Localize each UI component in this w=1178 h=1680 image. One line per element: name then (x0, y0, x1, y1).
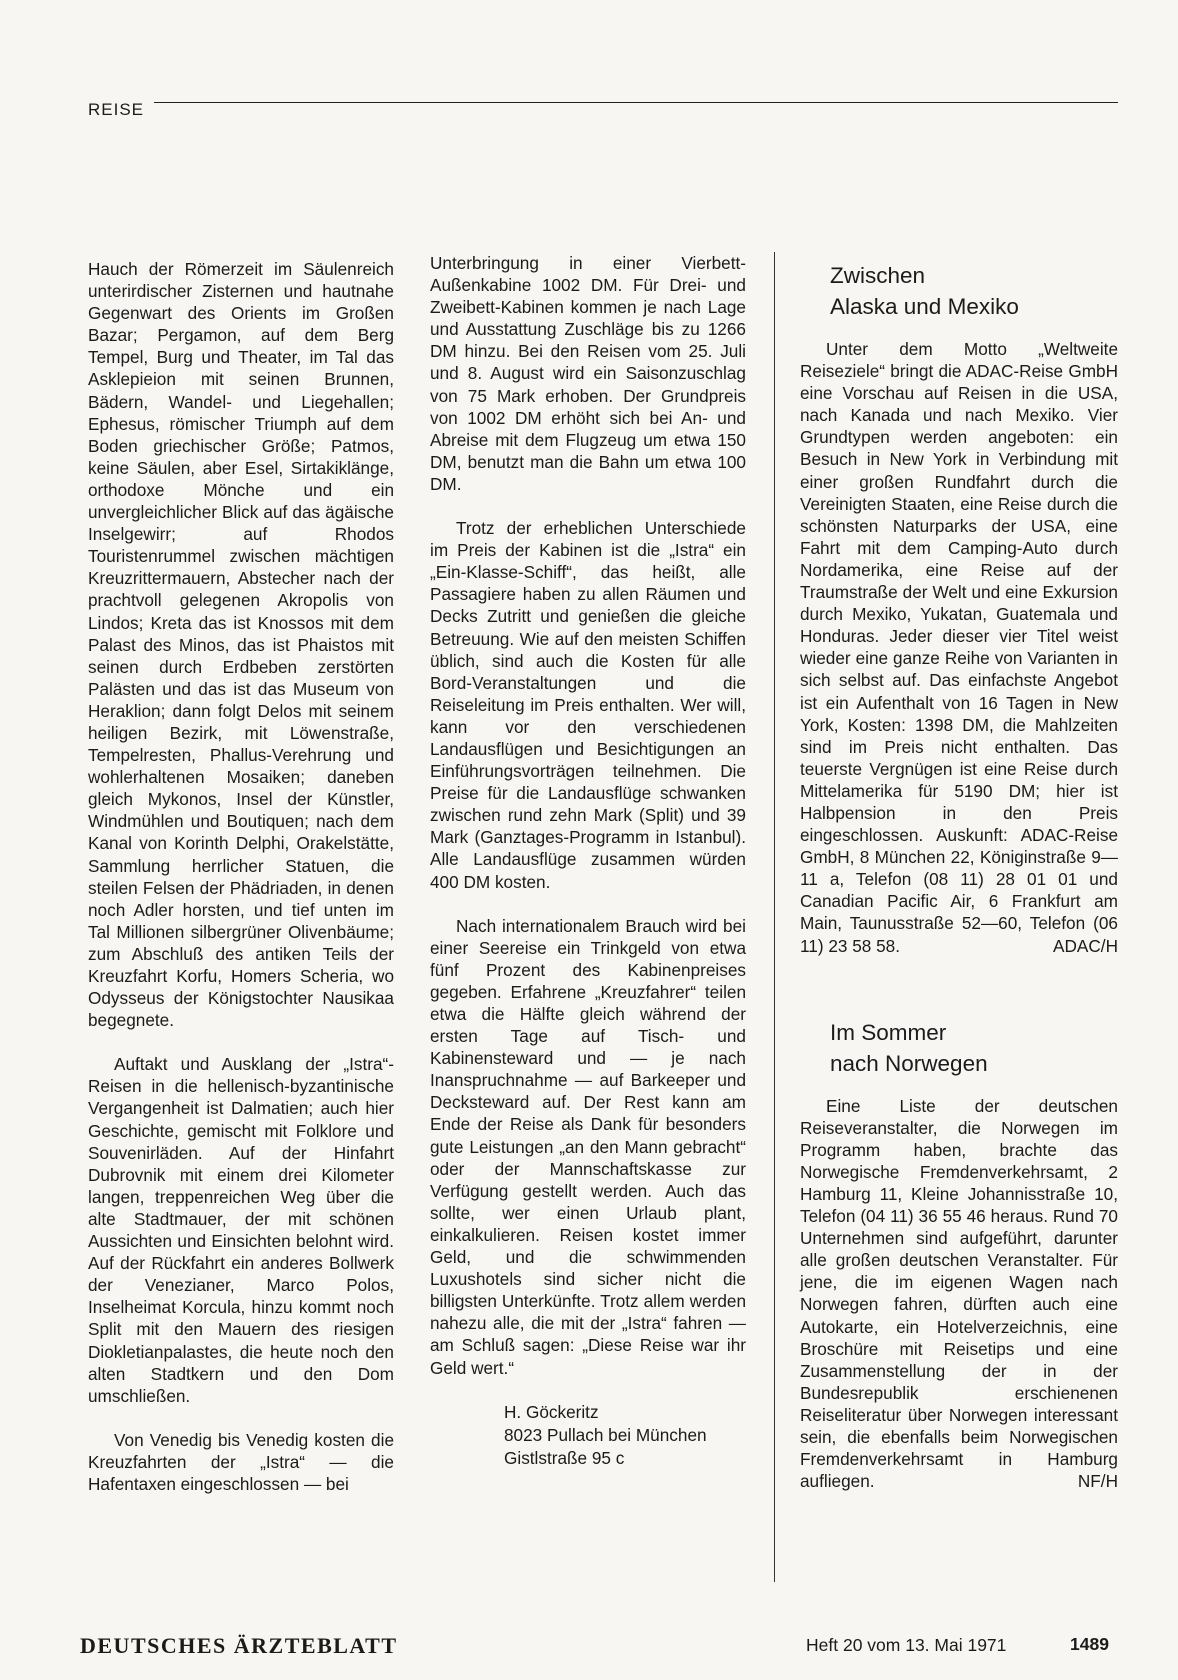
author-name: H. Göckeritz (504, 1401, 599, 1422)
column-1 (88, 258, 394, 1517)
article-tag: ADAC/H (1053, 935, 1118, 956)
article-tag: NF/H (1077, 1471, 1118, 1492)
article-heading-norwegen (830, 1017, 1118, 1079)
section-label: REISE (88, 100, 145, 119)
article-body-alaska (800, 338, 1118, 957)
heading-line: Zwischen (830, 263, 926, 288)
page-number: 1489 (1070, 1634, 1109, 1654)
paragraph: Von Venedig bis Venedig kosten die Kreuzfahrten der „Istra“ — die Hafentaxen eingeschlossen — bei (88, 1429, 394, 1494)
author-signature (504, 1401, 746, 1470)
header-rule (154, 102, 1118, 103)
author-city: 8023 Pullach bei München (504, 1424, 707, 1445)
paragraph: Nach internationalem Brauch wird bei einer Seereise ein Trinkgeld von etwa fünf Prozent des Kabinenpreises gegeben. Erfahrene „Kreuzfahrer“ teilen etwa die Hälfte gleich während der ersten Tage auf Tisch- und Kabinensteward und — je nach Inanspruchnahme — auf Barkeeper und Decksteward auf. Der Rest kann am Ende der Reise als Dank für besonders gute Leistungen „an den Mann gebracht“ oder der Mannschaftskasse zur Verfügung gestellt werden. Auch das sollte, wer einen Urlaub plant, einkalkulieren. Reisen kostet immer Geld, und die schwimmenden Luxushotels sind sicher nicht die billigsten Unterkünfte. Trotz allem werden nahezu alle, die mit der „Istra“ fahren — am Schluß sagen: „Diese Reise war ihr Geld wert.“ (430, 915, 746, 1378)
paragraph: Trotz der erheblichen Unterschiede im Preis der Kabinen ist die „Istra“ ein „Ein-Klasse-Schiff“, das heißt, alle Passagiere haben zu allen Räumen und Decks Zutritt und genießen die gleiche Betreuung. Wie auf den meisten Schiffen üblich, sind auch die Kosten für alle Bord-Veranstaltungen und die Reiseleitung im Preis enthalten. Wer will, kann vor den verschiedenen Landausflügen und Besichtigungen an Einführungsvorträgen teilnehmen. Die Preise für die Landausflüge schwanken zwischen rund zehn Mark (Split) und 39 Mark (Ganztages-Programm in Istanbul). Alle Landausflüge zusammen würden 400 DM kosten. (430, 518, 746, 892)
column-2 (430, 252, 746, 1470)
article-heading-alaska (830, 260, 1118, 322)
issue-info: Heft 20 vom 13. Mai 1971 (806, 1635, 1007, 1655)
article-text: Unter dem Motto „Weltweite Reiseziele“ bringt die ADAC-Reise GmbH eine Vorschau auf Reisen in die USA, nach Kanada und nach Mexiko. Vier Grundtypen werden angeboten: ein Besuch in New York in Verbindung mit einer großen Rundfahrt durch die Vereinigten Staaten, eine Reise durch die schönsten Naturparks der USA, eine Fahrt mit dem Camping-Auto durch Nordamerika, eine Reise auf der Traumstraße der Welt und eine Exkursion durch Mexiko, Yukatan, Guatemala und Honduras. Jeder dieser vier Titel weist wieder eine ganze Reihe von Varianten in sich selbst auf. Das einfachste Angebot ist ein Aufenthalt von 16 Tagen in New York, Kosten: 1398 DM, die Mahlzeiten sind im Preis nicht enthalten. Das teuerste Vergnügen ist eine Reise durch Mittelamerika für 5190 DM; hier ist Halbpension in den Preis eingeschlossen. Auskunft: ADAC-Reise GmbH, 8 München 22, Königinstraße 9—11 a, Telefon (08 11) 28 01 01 und Canadian Pacific Air, 6 Frankfurt am Main, Taunusstraße 52—60, Telefon (06 11) 23 58 58. (800, 339, 1118, 956)
heading-line: Im Sommer (830, 1019, 947, 1045)
column-3 (800, 252, 1118, 1514)
article-text: Eine Liste der deutschen Reiseveranstalter, die Norwegen im Programm haben, brachte das Norwegische Fremdenverkehrsamt, 2 Hamburg 11, Kleine Johannisstraße 10, Telefon (04 11) 36 55 46 heraus. Rund 70 Unternehmen sind aufgeführt, darunter alle großen deutschen Veranstalter. Für jene, die im eigenen Wagen nach Norwegen fahren, dürften auch eine Autokarte, ein Hotelverzeichnis, eine Broschüre mit Reisetips und eine Zusammenstellung der in der Bundesrepublik erschienenen Reiseliteratur über Norwegen interessant sein, die ebenfalls beim Norwegischen Fremdenverkehrsamt in Hamburg aufliegen. (800, 1095, 1118, 1492)
heading-line: Alaska und Mexiko (830, 294, 1019, 319)
paragraph: Hauch der Römerzeit im Säulenreich unterirdischer Zisternen und hautnahe Gegenwart des Orients im Großen Bazar; Pergamon, auf dem Berg Tempel, Burg und Theater, im Tal das Asklepieion mit seinen Brunnen, Bädern, Wandel- und Liegehallen; Ephesus, römischer Triumph auf dem Boden griechischer Größe; Patmos, keine Säulen, aber Esel, Sirtakiklänge, orthodoxe Mönche und ein unvergleichlicher Blick auf das ägäische Inselgewirr; auf Rhodos Touristenrummel zwischen mächtigen Kreuzrittermauern, Abstecher nach der prachtvoll gelegenen Akropolis von Lindos; Kreta das ist Knossos mit dem Palast des Minos, das ist Phaistos mit seinen durch Erdbeben zerstörten Palästen und das ist das Museum von Heraklion; dann folgt Delos mit seinem heiligen Bezirk, mit Löwenstraße, Tempelresten, Phallus-Verehrung und wohlerhaltenen Mosaiken; daneben gleich Mykonos, Insel der Künstler, Windmühlen und Boutiquen; nach dem Kanal von Korinth Delphi, Orakelstätte, Sammlung herrlicher Statuen, die steilen Felsen der Phädriaden, in denen noch Adler horsten, und tief unten im Tal Millionen silbergrüner Olivenbäume; zum Abschluß des antiken Teils der Kreuzfahrt Korfu, Homers Scheria, wo Odysseus der Königstochter Nausikaa begegnete. (88, 259, 394, 1031)
paragraph: Unterbringung in einer Vierbett-Außenkabine 1002 DM. Für Drei- und Zweibett-Kabinen kommen je nach Lage und Ausstattung Zuschläge bis zu 1266 DM hinzu. Bei den Reisen vom 25. Juli und 8. August wird ein Saisonzuschlag von 75 Mark erhoben. Der Grundpreis von 1002 DM erhöht sich bei An- und Abreise mit dem Flugzeug um etwa 150 DM, benutzt man die Bahn um etwa 100 DM. (430, 253, 746, 494)
author-street: Gistlstraße 95 c (504, 1447, 625, 1468)
paragraph: Auftakt und Ausklang der „Istra“-Reisen in die hellenisch-byzantinische Vergangenheit ist Dalmatien; auch hier Geschichte, gemischt mit Folklore und Souvenirläden. Auf der Hinfahrt Dubrovnik mit einem drei Kilometer langen, treppenreichen Weg über die alte Stadtmauer, der mit schönen Aussichten und Einsichten belohnt wird. Auf der Rückfahrt ein anderes Bollwerk der Venezianer, Marco Polos, Inselheimat Korcula, hinzu kommt noch Split mit den Mauern des riesigen Diokletianpalastes, die heute noch den alten Stadtkern und den Dom umschließen. (88, 1054, 394, 1406)
journal-title: DEUTSCHES ÄRZTEBLATT (80, 1633, 398, 1658)
heading-line: nach Norwegen (830, 1050, 988, 1076)
column-divider (774, 252, 775, 1582)
article-body-norwegen (800, 1095, 1118, 1493)
